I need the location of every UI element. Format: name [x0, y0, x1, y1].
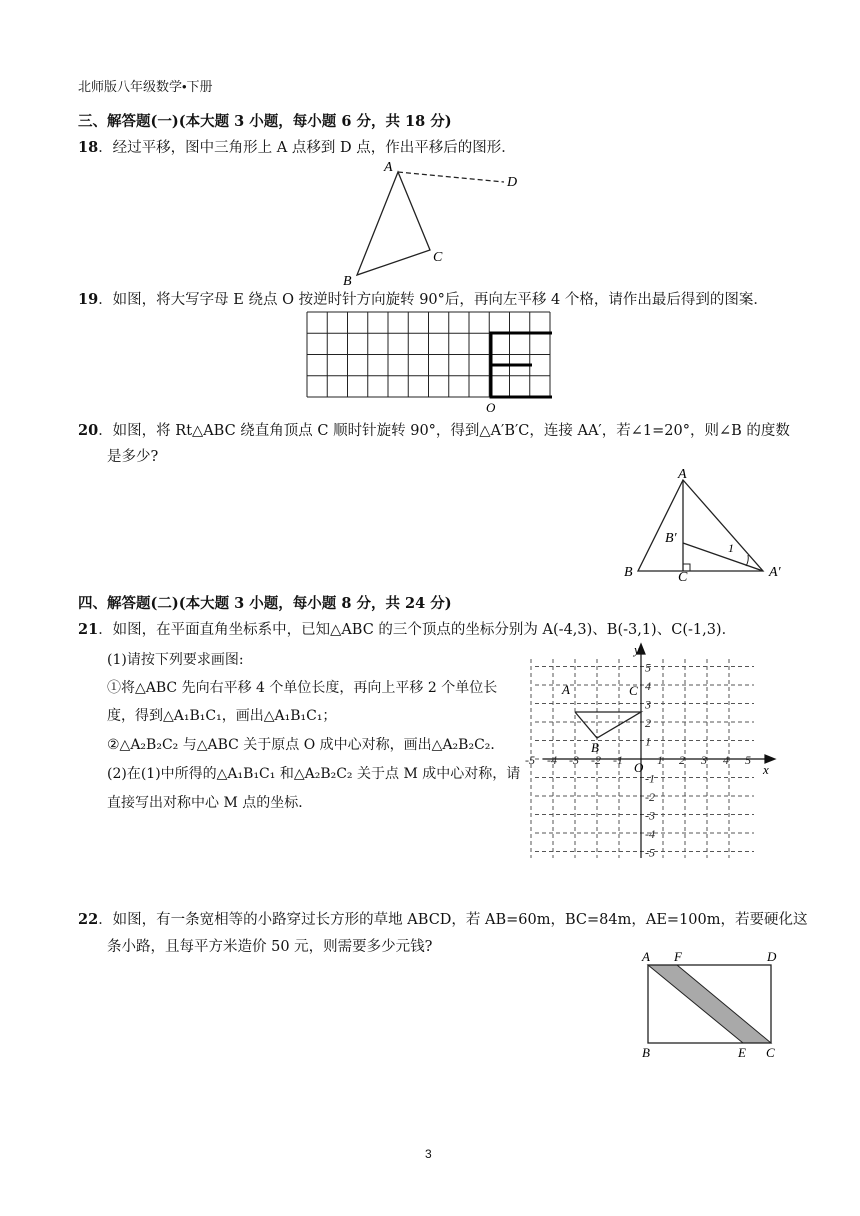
question-text: ．如图，将大写字母 E 绕点 O 按逆时针方向旋转 90°后，再向左平移 4 个格，请作出最后得到的图案．	[98, 292, 768, 308]
question-number: 20	[78, 422, 99, 439]
label-F: F	[674, 949, 682, 964]
q18-triangle-figure	[330, 155, 530, 290]
question-22-line2: 条小路，且每平方米造价 50 元，则需要多少元钱?	[107, 939, 433, 955]
label-C: C	[433, 250, 443, 265]
x-tick-label: -3	[569, 753, 579, 767]
q21-part2-cont: 直接写出对称中心 M 点的坐标．	[107, 795, 313, 811]
y-tick-label: -4	[645, 827, 655, 841]
q21-part1: (1)请按下列要求画图:	[107, 652, 244, 668]
page-number: 3	[425, 1147, 432, 1161]
q21-part2: (2)在(1)中所得的△A₁B₁C₁ 和△A₂B₂C₂ 关于点 M 成中心对称，请	[107, 766, 521, 782]
question-19	[78, 290, 768, 310]
x-tick-label: 2	[679, 753, 685, 767]
q22-rectangle-figure	[635, 945, 785, 1063]
question-number: 21	[78, 621, 99, 638]
x-tick-label: 4	[723, 753, 729, 767]
y-tick-label: 5	[645, 660, 651, 675]
label-angle-1: 1	[728, 541, 734, 555]
label-B: B	[642, 1045, 650, 1060]
origin-label: O	[634, 760, 644, 775]
y-axis-label: y	[634, 642, 640, 657]
x-axis-label: x	[763, 762, 769, 777]
x-tick-label: -1	[613, 753, 623, 767]
y-tick-label: -1	[645, 771, 655, 786]
x-tick-label: 1	[657, 753, 663, 767]
triangle-ABC	[575, 712, 641, 738]
question-text: ．如图，将 Rt△ABC 绕直角顶点 C 顺时针旋转 90°，得到△A′B′C，连接 AA′，若∠1=20°，则∠B 的度数	[98, 423, 790, 439]
label-E: E	[738, 1045, 746, 1060]
triangle-A-B-A-prime	[638, 480, 763, 571]
question-number: 19	[78, 291, 99, 308]
y-tick-label: 2	[645, 716, 651, 730]
x-tick-label: -4	[547, 753, 557, 767]
label-C: C	[678, 570, 688, 585]
label-D: D	[507, 175, 518, 190]
x-tick-label: -5	[525, 753, 535, 767]
axes	[543, 644, 775, 858]
dashed-line-AD	[398, 172, 504, 182]
x-tick-label: 3	[701, 753, 707, 767]
y-tick-label: -2	[645, 790, 655, 804]
label-C: C	[629, 683, 638, 698]
q21-coordinate-grid	[525, 640, 785, 865]
label-B: B	[591, 740, 599, 755]
question-20	[78, 421, 790, 441]
label-A: A	[562, 682, 570, 697]
label-A: A	[678, 467, 687, 482]
label-B: B	[343, 274, 352, 289]
path-strip-AFCE	[648, 965, 771, 1043]
y-tick-label: -3	[645, 808, 655, 823]
section-title: 四、解答题(二)(本大题 3 小题，每小题 8 分，共 24 分)	[78, 595, 452, 612]
section-title: 三、解答题(一)(本大题 3 小题，每小题 6 分，共 18 分)	[78, 113, 452, 130]
q20-rotation-figure	[620, 463, 795, 585]
question-number: 18	[78, 139, 99, 156]
question-20-line2: 是多少?	[107, 449, 159, 465]
y-tick-label: -5	[645, 845, 655, 860]
label-A-prime: A′	[769, 565, 781, 580]
q21-step1-cont: 度，得到△A₁B₁C₁，画出△A₁B₁C₁；	[107, 708, 337, 724]
square-grid	[307, 312, 550, 397]
question-21	[78, 620, 736, 640]
label-B-prime: B′	[665, 531, 677, 546]
label-A: A	[384, 160, 393, 175]
label-A: A	[642, 949, 650, 964]
question-text: ．如图，有一条宽相等的小路穿过长方形的草地 ABCD，若 AB=60m，BC=84m，AE=100m，若要硬化这	[98, 912, 808, 928]
triangle-ABC	[357, 172, 430, 275]
label-D: D	[767, 949, 777, 964]
question-text: ．经过平移，图中三角形上 A 点移到 D 点，作出平移后的图形．	[98, 140, 516, 156]
label-B: B	[624, 565, 633, 580]
y-tick-label: 1	[645, 734, 651, 749]
question-number: 22	[78, 911, 99, 928]
x-tick-label: 5	[745, 753, 751, 767]
y-tick-label: 4	[645, 679, 651, 693]
label-C: C	[766, 1045, 775, 1060]
letter-E-shape	[491, 333, 552, 397]
angle-1-arc	[746, 555, 748, 566]
q21-step1: ①将△ABC 先向右平移 4 个单位长度，再向上平移 2 个单位长	[107, 680, 498, 696]
label-O: O	[486, 400, 496, 415]
question-text: ．如图，在平面直角坐标系中，已知△ABC 的三个顶点的坐标分别为 A(-4,3)、B(-3,1)、C(-1,3)．	[98, 622, 737, 638]
question-22	[78, 910, 808, 930]
q21-step2: ②△A₂B₂C₂ 与△ABC 关于原点 O 成中心对称，画出△A₂B₂C₂．	[107, 737, 505, 753]
y-tick-label: 3	[645, 697, 651, 712]
book-header: 北师版八年级数学•下册	[78, 79, 213, 94]
x-tick-label: -2	[591, 753, 601, 767]
q19-grid-figure	[300, 308, 562, 416]
